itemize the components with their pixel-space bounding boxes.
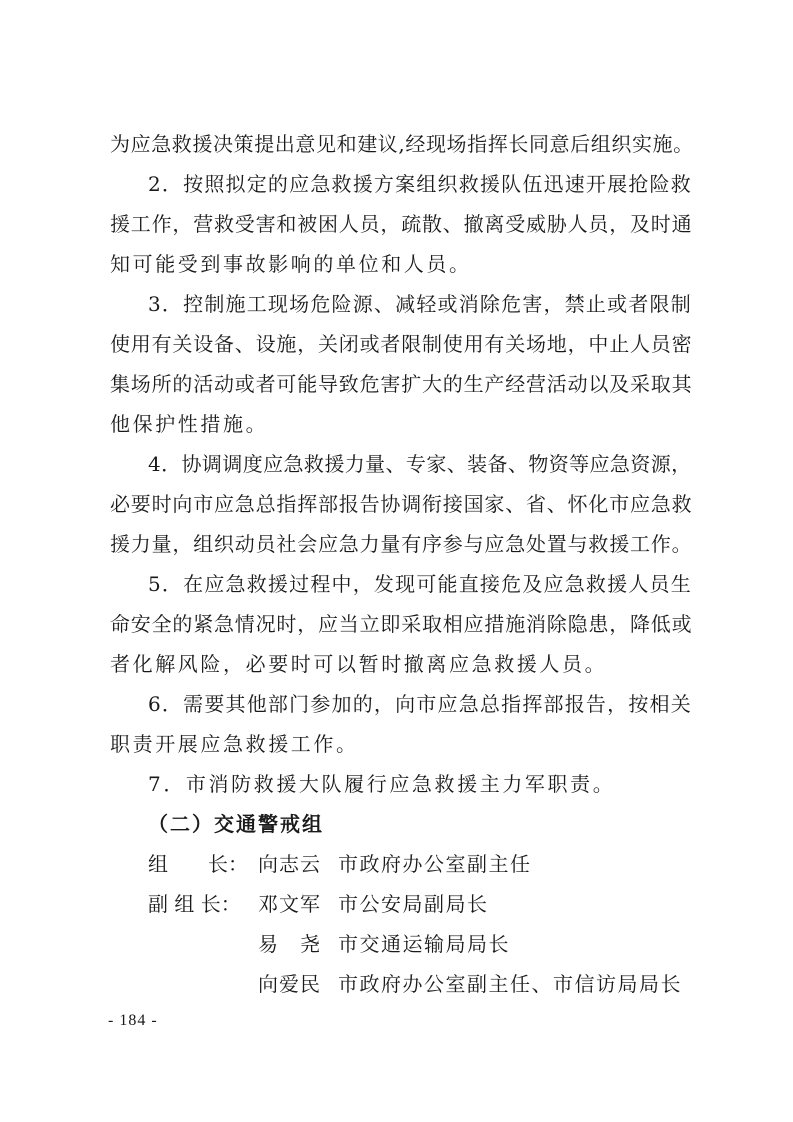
- body-line: 为应急救援决策提出意见和建议,经现场指挥长同意后组织实施。: [110, 132, 694, 156]
- page-number: - 184 -: [108, 1012, 158, 1029]
- member-row: [148, 844, 695, 884]
- body-line: 援力量，组织动员社会应急力量有序参与应急处置与救援工作。: [110, 532, 693, 556]
- member-role: 副 组 长：: [148, 892, 241, 916]
- body-line: 6．需要其他部门参加的，向市应急总指挥部报告，按相关: [148, 692, 692, 716]
- member-row: [148, 924, 695, 964]
- body-line: 必要时向市应急总指挥部报告协调衔接国家、省、怀化市应急救: [110, 492, 693, 516]
- body-line: 者化解风险，必要时可以暂时撤离应急救援人员。: [110, 652, 608, 676]
- member-title: 市公安局副局长: [338, 892, 489, 916]
- body-line: 使用有关设备、设施，关闭或者限制使用有关场地，中止人员密: [110, 332, 693, 356]
- body-line: 援工作，营救受害和被困人员，疏散、撤离受威胁人员，及时通: [110, 212, 693, 236]
- member-role: 组 长：: [148, 852, 248, 876]
- body-line: 5．在应急救援过程中，发现可能直接危及应急救援人员生: [148, 572, 692, 596]
- member-title: 市政府办公室副主任: [338, 852, 532, 876]
- body-line: 集场所的活动或者可能导致危害扩大的生产经营活动以及采取其: [110, 372, 693, 396]
- member-row: [148, 884, 695, 924]
- body-line: 知可能受到事故影响的单位和人员。: [110, 252, 472, 276]
- body-line: 3．控制施工现场危险源、减轻或消除危害，禁止或者限制: [148, 292, 692, 316]
- member-title: 市政府办公室副主任、市信访局局长: [338, 972, 682, 996]
- body-line: 他保护性措施。: [110, 412, 269, 436]
- body-line: 职责开展应急救援工作。: [110, 732, 359, 756]
- member-name: 向志云: [258, 852, 321, 876]
- member-name: 易 尧: [258, 932, 321, 956]
- member-title: 市交通运输局局长: [338, 932, 510, 956]
- member-name: 向爱民: [258, 972, 321, 996]
- section-heading: （二）交通警戒组: [148, 812, 324, 836]
- body-line: 2．按照拟定的应急救援方案组织救援队伍迅速开展抢险救: [148, 172, 692, 196]
- member-row: [148, 964, 695, 1004]
- body-line: 命安全的紧急情况时，应当立即采取相应措施消除隐患，降低或: [110, 612, 693, 636]
- body-line: 7．市消防救援大队履行应急救援主力军职责。: [148, 772, 616, 796]
- member-name: 邓文军: [258, 892, 321, 916]
- body-line: 4．协调调度应急救援力量、专家、装备、物资等应急资源，: [148, 452, 692, 476]
